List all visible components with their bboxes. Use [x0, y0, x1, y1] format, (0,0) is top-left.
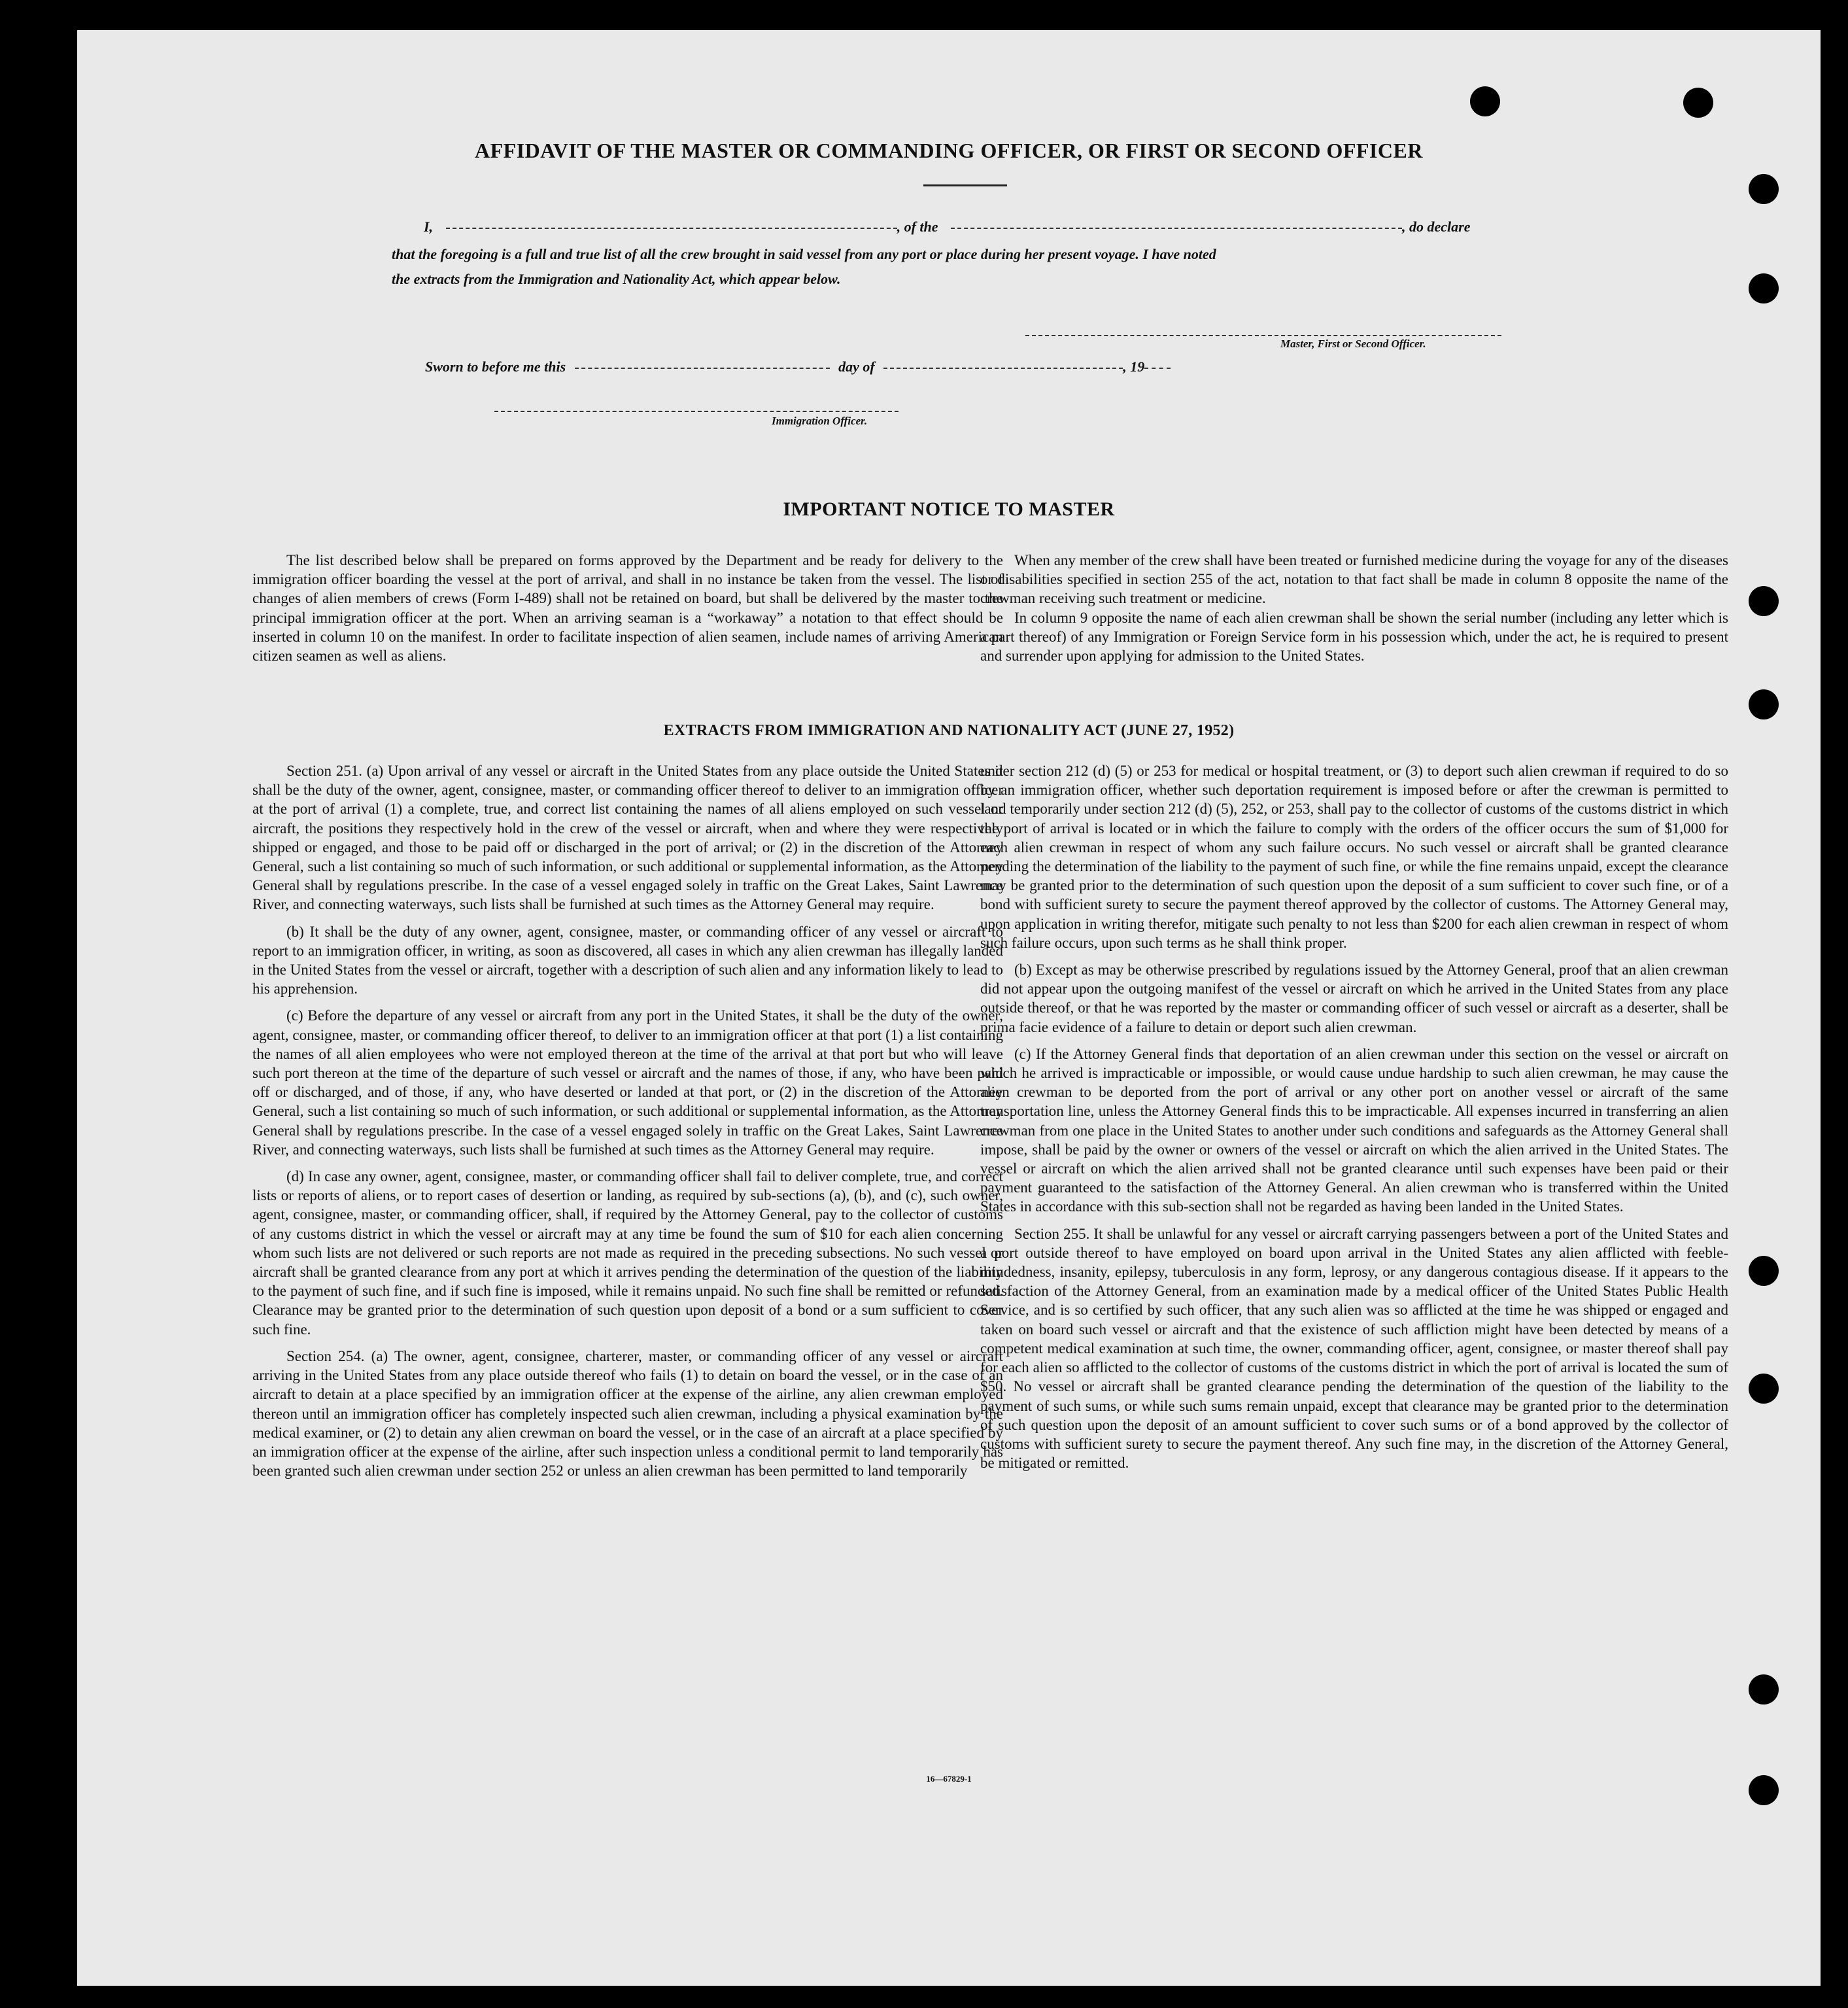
punch-hole-icon: [1749, 1374, 1779, 1404]
section-254a: Section 254. (a) The owner, agent, consignee, charterer, master, or commanding officer of any vessel or aircraft arriving in the United States from any place outside thereof who fails (1) to detain on board the vessel, or in the case of an aircraft to detain at a place specified by an immigration officer at the expense of the airline, any alien crewman employed thereon until an immigration officer has completely inspected such alien crewman, including a physical examination by the medical examiner, or (2) to detain any alien crewman on board the vessel, or in the case of an aircraft at a place specified by an immigration officer at the expense of the airline, after such inspection unless a conditional permit to land temporarily has been granted such alien crewman under section 252 or unless an alien crewman has been permitted to land temporarily: [252, 1347, 1003, 1480]
extracts-left-column: [252, 761, 1003, 1488]
section-254b: (b) Except as may be otherwise prescribed by regulations issued by the Attorney General, proof that an alien crewman did not appear upon the outgoing manifest of the vessel or aircraft on which he arrived in the United States from any place outside thereof, or that he was reported by the master or commanding officer of such vessel or aircraft as a deserter, shall be prima facie evidence of a failure to detain or deport such alien crewman.: [980, 961, 1728, 1035]
punch-hole-icon: [1749, 586, 1779, 616]
section-251a: Section 251. (a) Upon arrival of any vessel or aircraft in the United States from any place outside the United States it shall be the duty of the owner, agent, consignee, master, or commanding officer thereof to deliver to an immigration officer at the port of arrival (1) a complete, true, and correct list containing the names of all aliens employed on such vessel or aircraft, the positions they respectively hold in the crew of the vessel or aircraft, when and where they were respectively shipped or engaged, and those to be paid off or discharged in the port of arrival; or (2) in the discretion of the Attorney General, such a list containing so much of such information, or such additional or supplemental information, as the Attorney General shall by regulations prescribe. In the case of a vessel engaged solely in traffic on the Great Lakes, Saint Lawrence River, and connecting waterways, such lists shall be furnished at such times as the Attorney General may require.: [252, 763, 1003, 913]
notice-paragraph: The list described below shall be prepared on forms approved by the Department and be ready for delivery to the immigration officer boarding the vessel at the port of arrival, and shall in no instance be taken from the vessel. The list of changes of alien members of crews (Form I-489) shall not be retained on board, but shall be delivered by the master to the principal immigration officer at the port. When an arriving seaman is a “workaway” a notation to that effect should be inserted in column 10 on the manifest. In order to facilitate inspection of alien seamen, include names of arriving American citizen seamen as well as aliens.: [252, 552, 1003, 665]
master-signature-label: Master, First or Second Officer.: [1280, 338, 1426, 350]
section-251b: (b) It shall be the duty of any owner, agent, consignee, master, or commanding officer of any vessel or aircraft to report to an immigration officer, in writing, as soon as discovered, all cases in which any alien crewman has illegally landed in the United States from the vessel or aircraft, together with a description of such alien and any information likely to lead to his apprehension.: [252, 923, 1003, 997]
punch-hole-icon: [1749, 174, 1779, 204]
affidavit-declare: , do declare: [1402, 218, 1471, 235]
section-255: Section 255. It shall be unlawful for any vessel or aircraft carrying passengers between a port of the United States and a port outside thereof to have employed on board upon arrival in the United States any alien afflicted with feeble-mindedness, insanity, epilepsy, tuberculosis in any form, leprosy, or any dangerous contagious disease. If it appears to the satisfaction of the Attorney General, from an examination made by a medical officer of the United States Public Health Service, and is so certified by such officer, that any such alien was so afflicted at the time he was shipped or engaged and taken on board such vessel or aircraft and that the existence of such affliction might have been detected by means of a competent medical examination at such time, the owner, commanding officer, agent, consignee, or master thereof shall pay for each alien so afflicted to the collector of customs of the customs district in which the port of arrival is located the sum of $50. No vessel or aircraft shall be granted clearance pending the determination of the question of the liability to the payment of such sums, or while such sums remain unpaid, except that clearance may be granted prior to the determination of such question upon the deposit of an amount sufficient to cover such sums or of a bond approved by the collector of customs with sufficient surety to secure the payment thereof. Any such fine may, in the discretion of the Attorney General, be mitigated or remitted.: [980, 1225, 1728, 1472]
day-of-text: day of: [838, 358, 875, 375]
vessel-blank: [951, 228, 1402, 229]
master-signature-line: [1025, 335, 1501, 336]
affidavit-line-3: the extracts from the Immigration and Nationality Act, which appear below.: [392, 271, 841, 287]
affidavit-line-2: that the foregoing is a full and true list of all the crew brought in said vessel from any port or place during her present voyage. I have noted: [392, 246, 1216, 262]
affidavit-title: AFFIDAVIT OF THE MASTER OR COMMANDING OFFICER, OR FIRST OR SECOND OFFICER: [475, 139, 1423, 162]
name-blank: [446, 228, 897, 229]
title-divider: [923, 184, 1007, 186]
punch-hole-icon: [1683, 88, 1713, 118]
document-page: [77, 30, 1821, 1986]
section-254c: (c) If the Attorney General finds that deportation of an alien crewman under this section on the vessel or aircraft on which he arrived is impracticable or impossible, or would cause undue hardship to such alien crewman, he may cause the alien crewman to be deported from the port of arrival or any other port on another vessel or aircraft of the same transportation line, unless the Attorney General finds this to be impracticable. All expenses incurred in transferring an alien crewman from one place in the United States to another under such conditions and safeguards as the Attorney General shall impose, shall be paid by the owner or owners of the vessel or aircraft on which the alien arrived in the United States. The vessel or aircraft on which the alien arrived shall not be granted clearance until such expenses have been paid or their payment guaranteed to the satisfaction of the Attorney General. An alien crewman who is transferred within the United States in accordance with this sub-section shall not be regarded as having been landed in the United States.: [980, 1045, 1728, 1215]
officer-signature-line: [494, 411, 898, 412]
notice-left-column: [252, 551, 1003, 673]
punch-hole-icon: [1749, 1256, 1779, 1286]
section-251d: (d) In case any owner, agent, consignee, master, or commanding officer shall fail to deliver complete, true, and correct lists or reports of aliens, or to report cases of desertion or landing, as required by sub-sections (a), (b), and (c), such owner, agent, consignee, master, or commanding officer, shall, if required by the Attorney General, pay to the collector of customs of any customs district in which the vessel or aircraft may at any time be found the sum of $10 for each alien concerning whom such lists are not delivered or such reports are not made as required in the preceding subsections. No such vessel or aircraft shall be granted clearance from any port at which it arrives pending the determination of the question of the liability to the payment of such fine, and if such fine is imposed, while it remains unpaid. No such fine shall be remitted or refunded. Clearance may be granted prior to the determination of such question upon deposit of a bond or a sum sufficient to cover such fine.: [252, 1168, 1003, 1338]
sworn-text: Sworn to before me this: [425, 358, 566, 375]
officer-signature-label: Immigration Officer.: [772, 415, 868, 427]
punch-hole-icon: [1749, 273, 1779, 303]
affidavit-line-1: [424, 218, 1470, 235]
section-251c: (c) Before the departure of any vessel or aircraft from any port in the United States, it shall be the duty of the owner, agent, consignee, master, or commanding officer thereof, to deliver to an immigration officer at that port (1) a list containing the names of all alien employees who were not employed thereon at the time of the arrival at that port but who will leave such port thereon at the time of the departure of such vessel or aircraft and the names of those, if any, who have been paid off or discharged, and of those, if any, who have deserted or landed at that port, or (2) in the discretion of the Attorney General, such a list containing so much of such information, or such additional or supplemental information, as the Attorney General shall by regulations prescribe. In the case of a vessel engaged solely in traffic on the Great Lakes, Saint Lawrence River, and connecting waterways, such lists shall be furnished at such times as the Attorney General may require.: [252, 1007, 1003, 1158]
notice-right-column: [980, 551, 1728, 673]
month-blank: [883, 368, 1123, 369]
year-text: , 19: [1123, 358, 1145, 375]
notice-paragraph: In column 9 opposite the name of each alien crewman shall be shown the serial number (including any letter which is a part thereof) of any Immigration or Foreign Service form in his possession which, under the act, he is required to present and surrender upon applying for admission to the United States.: [980, 609, 1728, 665]
punch-hole-icon: [1749, 689, 1779, 719]
affidavit-of-the: , of the: [897, 218, 938, 235]
notice-title: IMPORTANT NOTICE TO MASTER: [783, 498, 1115, 520]
day-blank: [575, 368, 830, 369]
punch-hole-icon: [1749, 1674, 1779, 1705]
punch-hole-icon: [1470, 86, 1500, 116]
form-number: 16—67829-1: [926, 1774, 972, 1784]
section-254a-continued: under section 212 (d) (5) or 253 for medical or hospital treatment, or (3) to deport such alien crewman if required to do so by an immigration officer, whether such deportation requirement is imposed before or after the crewman is permitted to land temporarily under section 212 (d) (5), 252, or 253, shall pay to the collector of customs of the customs district in which the port of arrival is located or in which the failure to comply with the orders of the officer occurs the sum of $1,000 for each alien crewman in respect of whom any such failure occurs. No such vessel or aircraft shall be granted clearance pending the determination of the liability to the payment of such fine, or while the fine remains unpaid, except the clearance may be granted prior to the determination of such question upon the deposit of a sum sufficient to cover such fine, or of a bond with sufficient surety to secure the payment thereof approved by the collector of customs. The Attorney General may, upon application in writing therefor, mitigate such penalty to not less than $200 for each alien crewman in respect of whom such failure occurs, upon such terms as he shall think proper.: [980, 763, 1728, 951]
year-blank: [1144, 368, 1171, 369]
notice-paragraph: When any member of the crew shall have been treated or furnished medicine during the voyage for any of the diseases or disabilities specified in section 255 of the act, notation to that fact shall be made in column 8 opposite the name of the crewman receiving such treatment or medicine.: [980, 552, 1728, 607]
affidavit-i: I,: [424, 218, 434, 235]
extracts-right-column: [980, 761, 1728, 1480]
extracts-title: EXTRACTS FROM IMMIGRATION AND NATIONALITY ACT (JUNE 27, 1952): [663, 722, 1235, 739]
sworn-line: [425, 358, 1171, 375]
